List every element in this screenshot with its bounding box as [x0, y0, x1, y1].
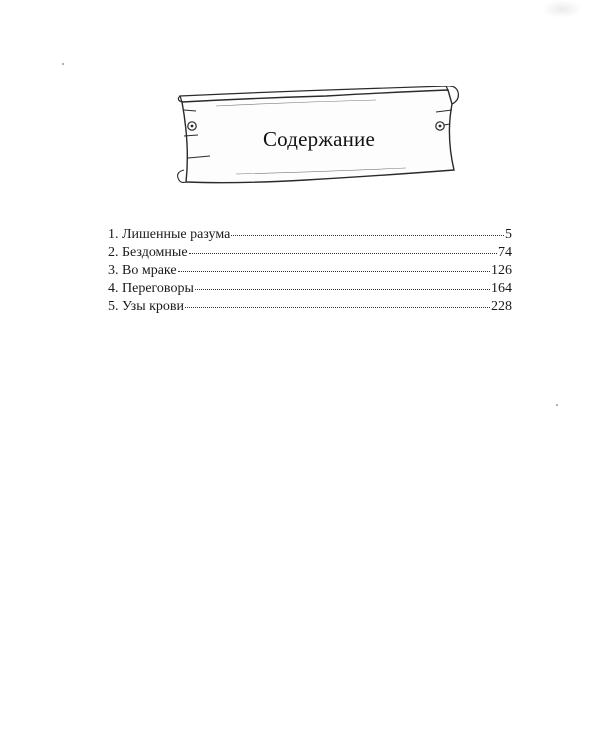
toc-entry-page: 126	[491, 263, 512, 278]
toc-entry-page: 5	[505, 227, 512, 242]
scan-smudge	[542, 0, 582, 18]
toc-entry-page: 74	[498, 245, 512, 260]
toc-entry-title: 5. Узы крови	[108, 299, 185, 314]
toc-entry	[108, 262, 512, 280]
toc-entry-title: 3. Во мраке	[108, 263, 177, 278]
toc-entry	[108, 298, 512, 316]
toc-entry-title: 2. Бездомные	[108, 245, 188, 260]
toc-leader-dots	[195, 288, 490, 290]
toc-leader-dots	[231, 234, 504, 236]
toc-leader-dots	[178, 270, 490, 272]
toc-entry	[108, 280, 512, 298]
page-title: Содержание	[262, 127, 376, 151]
toc-entry	[108, 226, 512, 244]
scan-speck	[556, 404, 558, 406]
toc-entry	[108, 244, 512, 262]
toc-entry-title: 1. Лишенные разума	[108, 227, 231, 242]
toc-entry-title: 4. Переговоры	[108, 281, 194, 296]
toc-leader-dots	[189, 252, 497, 254]
scan-speck	[62, 63, 64, 65]
plank-corner	[178, 170, 186, 183]
toc-entry-page: 228	[491, 299, 512, 314]
toc-leader-dots	[185, 306, 490, 308]
toc-entry-page: 164	[491, 281, 512, 296]
table-of-contents	[108, 226, 512, 316]
heading-plank	[176, 86, 462, 190]
